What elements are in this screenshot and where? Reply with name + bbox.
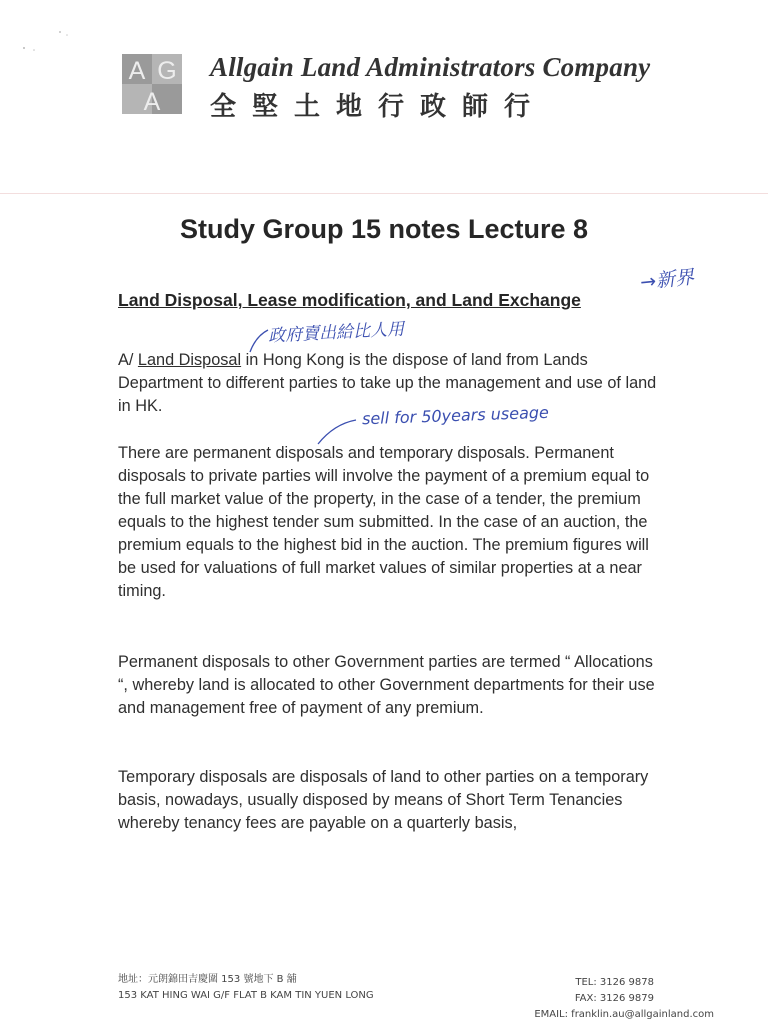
logo-letter-a: A (128, 57, 146, 85)
logo-letter-g: G (157, 57, 177, 85)
paragraph-land-disposal (118, 349, 663, 418)
footer-email: EMAIL: franklin.au@allgainland.com (534, 1009, 714, 1020)
letterhead-divider (0, 193, 768, 194)
footer-tel: TEL: 3126 9878 (575, 977, 654, 988)
handwritten-note-government-sale: 政府賣出給比人用 (267, 319, 405, 347)
logo-letter-a-bottom: A (143, 88, 161, 114)
pointer-line-sell (318, 420, 356, 444)
footer-fax: FAX: 3126 9879 (574, 993, 654, 1004)
land-disposal-term: Land Disposal (137, 351, 242, 369)
footer-address-english: 153 KAT HING WAI G/F FLAT B KAM TIN YUEN LONG (118, 990, 374, 1001)
company-logo (122, 54, 182, 114)
paragraph-prefix: A/ (118, 351, 138, 369)
paragraph-allocations: Permanent disposals to other Government parties are termed “ Allocations “, whereby land is allocated to other Government departments for their use and management free of payment of any premium. (118, 653, 655, 717)
scan-speck-marks (20, 28, 80, 58)
footer-address-chinese: 地址：元朗錦田吉慶圍 153 號地下 B 舖 (118, 974, 297, 985)
paragraph-permanent-temporary: There are permanent disposals and temporary disposals. Permanent disposals to private parties will involve the payment of a premium equal to the full market value of the property, in the case of a tender, the premium equals to the highest tender sum submitted. In the case of an auction, the premium equals to the highest bid in the auction. The premium figures will be used for valuations of full market values of similar properties at a near timing. (118, 444, 650, 600)
handwritten-note-new-territories: →新界 (639, 266, 696, 294)
company-name-chinese: 全堅土地行政師行 (210, 92, 547, 122)
paragraph-land-disposal-text: in Hong Kong is the dispose of land from Lands Department to different parties to take up the management and use of land in HK. (118, 351, 657, 415)
section-heading: Land Disposal, Lease modification, and Land Exchange (118, 290, 581, 310)
footer-address (118, 972, 374, 1004)
footer-contact (474, 975, 714, 1023)
paragraph-temporary-disposals: Temporary disposals are disposals of land to other parties on a temporary basis, nowadays, usually disposed by means of Short Term Tenancies whereby tenancy fees are payable on a quarterly basis, (118, 768, 649, 832)
handwritten-note-sell-term: sell for 50years useage (361, 402, 550, 429)
company-name-english: Allgain Land Administrators Company (210, 52, 651, 82)
page-title: Study Group 15 notes Lecture 8 (179, 214, 589, 244)
